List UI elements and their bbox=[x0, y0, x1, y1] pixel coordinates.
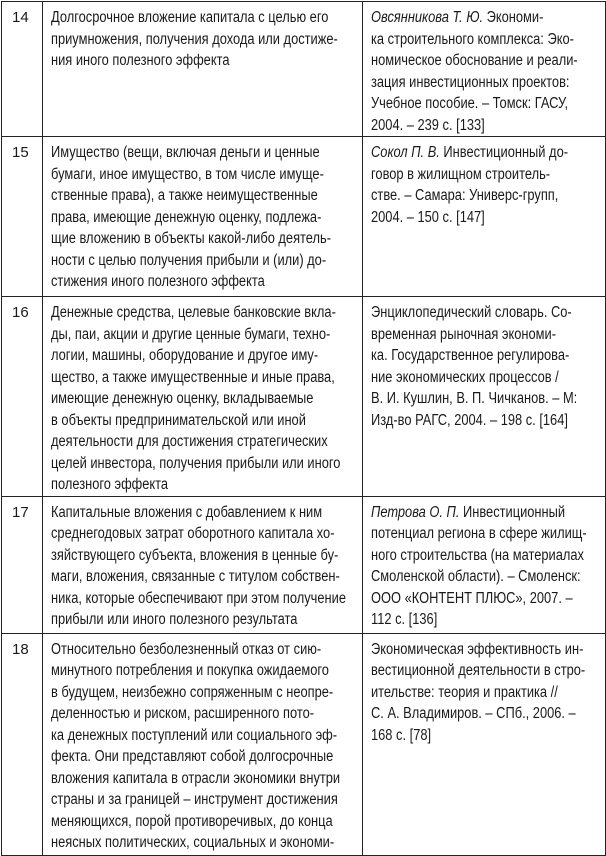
definition-line: неясных политических, социальных и экономи- bbox=[51, 834, 335, 851]
source-text: Учебное пособие. – Томск: ГАСУ, bbox=[371, 95, 569, 112]
definition-cell bbox=[43, 137, 363, 297]
source-text: 2004. – 239 с. [133] bbox=[371, 116, 485, 134]
source-line bbox=[371, 7, 565, 29]
row-number: 17 bbox=[2, 496, 43, 633]
source-line bbox=[371, 639, 584, 661]
source-cell bbox=[363, 2, 606, 137]
source-line bbox=[371, 588, 573, 610]
source-cell bbox=[363, 137, 606, 297]
source-author: Овсянникова Т. Ю. bbox=[371, 9, 484, 26]
source-cell bbox=[363, 633, 606, 855]
row-number: 18 bbox=[2, 633, 43, 855]
definition-line: Капитальные вложения с добавлением к ним bbox=[51, 503, 323, 521]
source-text: Экономи- bbox=[483, 9, 544, 26]
source-text: ительстве: теория и практика // bbox=[371, 683, 558, 701]
source-line bbox=[371, 367, 565, 389]
source-line bbox=[371, 523, 587, 545]
source-cell bbox=[363, 297, 606, 497]
source-line bbox=[371, 302, 572, 324]
source-text: ние экономических процессов / bbox=[371, 368, 559, 386]
source-text: ка. Государственное регулирова- bbox=[371, 347, 570, 364]
definition-line: целей инвестора, получения прибыли или иного bbox=[51, 454, 341, 472]
definition-line: Имущество (вещи, включая деньги и ценные bbox=[51, 144, 320, 161]
source-text: зация инвестиционных проектов: bbox=[371, 73, 570, 91]
source-line bbox=[371, 660, 586, 682]
source-text: 168 с. [78] bbox=[371, 726, 432, 744]
source-line bbox=[371, 29, 574, 51]
definition-line: вложения капитала в отрасли экономики внутри bbox=[51, 769, 341, 787]
definition-cell bbox=[43, 297, 363, 497]
source-text: 112 с. [136] bbox=[371, 611, 438, 628]
definition-cell bbox=[43, 633, 363, 855]
source-line bbox=[371, 502, 565, 524]
source-text: Инвестиционный до- bbox=[439, 144, 569, 161]
source-text: временная рыночная экономи- bbox=[371, 325, 556, 343]
source-text: Инвестиционный bbox=[459, 503, 566, 521]
definition-line: среднегодовых затрат оборотного капитала хо- bbox=[51, 525, 335, 542]
table-row bbox=[2, 2, 606, 137]
source-text: ООО «КОНТЕНТ ПЛЮС», 2007. – bbox=[371, 589, 573, 607]
source-line bbox=[371, 185, 565, 207]
definition-line: Долгосрочное вложение капитала с целью его bbox=[51, 9, 329, 26]
definition-line: ности с целью получения прибыли и (или) до- bbox=[51, 251, 327, 269]
definition-line: деятельности для достижения стратегических bbox=[51, 433, 328, 450]
row-number: 15 bbox=[2, 137, 43, 297]
definition-line: Денежные средства, целевые банковские вкла- bbox=[51, 304, 336, 321]
source-text: ного строительства (на материалах bbox=[371, 546, 584, 564]
source-text: Экономическая эффективность ин- bbox=[371, 640, 584, 658]
definition-line: прибыли или иного полезного результата bbox=[51, 611, 298, 628]
definition-line: бумаги, иное имущество, в том числе имуще- bbox=[51, 165, 324, 183]
definitions-table bbox=[1, 1, 606, 856]
definition-line: фекта. Они представляют собой долгосрочные bbox=[51, 748, 334, 765]
source-line bbox=[371, 72, 570, 94]
definition-line: деленностью и риском, расширенного пото- bbox=[51, 705, 315, 722]
definition-line: щество, а также имущественные и иные права, bbox=[51, 368, 335, 386]
row-number: 14 bbox=[2, 2, 43, 137]
source-text: говор в жилищном строитель- bbox=[371, 165, 551, 183]
source-text: потенциал региона в сфере жилищ- bbox=[371, 525, 587, 542]
table-row bbox=[2, 496, 606, 633]
definition-line: ния иного полезного эффекта bbox=[51, 52, 230, 69]
source-line bbox=[371, 93, 569, 115]
definition-line: меняющихся, порой противоречивых, до конца bbox=[51, 812, 333, 830]
source-cell bbox=[363, 496, 606, 633]
source-author: Сокол П. В. bbox=[371, 144, 440, 161]
definition-line: страны и за границей – инструмент достижения bbox=[51, 791, 338, 808]
table-row bbox=[2, 633, 606, 855]
definition-line: стижения иного полезного эффекта bbox=[51, 273, 265, 290]
definition-line: полезного эффекта bbox=[51, 476, 169, 493]
source-text: В. И. Кушлин, В. П. Чичканов. – М: bbox=[371, 390, 578, 407]
definition-line: логии, машины, оборудование и другое иму- bbox=[51, 347, 319, 364]
source-line bbox=[371, 207, 565, 229]
source-line bbox=[371, 609, 565, 631]
definition-line: приумножения, получения дохода или достиже- bbox=[51, 30, 338, 48]
source-author: Петрова О. П. bbox=[371, 503, 460, 521]
source-text: Энциклопедический словарь. Со- bbox=[371, 304, 572, 321]
source-text: Изд-во РАГС, 2004. – 198 с. [164] bbox=[371, 411, 568, 429]
definition-line: Относительно безболезненный отказ от сию- bbox=[51, 640, 322, 658]
source-line bbox=[371, 545, 584, 567]
source-line bbox=[371, 682, 565, 704]
table-row bbox=[2, 137, 606, 297]
definition-line: маги, вложения, связанные с титулом собствен- bbox=[51, 568, 340, 585]
source-text: стве. – Самара: Универс-групп, bbox=[371, 187, 559, 204]
source-text: 2004. – 150 с. [147] bbox=[371, 208, 485, 226]
table-row bbox=[2, 297, 606, 497]
row-number: 16 bbox=[2, 297, 43, 497]
source-line bbox=[371, 388, 578, 410]
definition-cell bbox=[43, 496, 363, 633]
source-text: Смоленской области). – Смоленск: bbox=[371, 568, 581, 585]
definition-line: ка денежных поступлений или социального эф- bbox=[51, 726, 338, 744]
source-line bbox=[371, 164, 565, 186]
source-line bbox=[371, 410, 568, 432]
definition-line: минутного потребления и покупка ожидаемого bbox=[51, 662, 329, 679]
source-line bbox=[371, 115, 565, 137]
source-text: номическое обоснование и реали- bbox=[371, 52, 578, 69]
source-line bbox=[371, 725, 565, 747]
source-line bbox=[371, 324, 565, 346]
definition-line: щие вложению в объекты какой-либо деятель- bbox=[51, 230, 332, 247]
source-text: С. А. Владимиров. – СПб., 2006. – bbox=[371, 705, 576, 722]
definition-line: в будущем, неизбежно сопряженным с неопре- bbox=[51, 683, 334, 701]
definition-line: зяйствующего субъекта, вложения в ценные бу- bbox=[51, 546, 339, 564]
definition-line: права, имеющие денежную оценку, подлежа- bbox=[51, 208, 322, 226]
source-line bbox=[371, 566, 581, 588]
definition-line: ды, паи, акции и другие ценные бумаги, техно- bbox=[51, 325, 331, 343]
source-text: ка строительного комплекса: Эко- bbox=[371, 30, 574, 48]
source-line bbox=[371, 142, 569, 164]
definition-line: ника, которые обеспечивают при этом получение bbox=[51, 589, 346, 607]
source-text: вестиционной деятельности в стро- bbox=[371, 662, 586, 679]
definition-line: имеющие денежную оценку, вкладываемые bbox=[51, 390, 314, 407]
source-line bbox=[371, 703, 576, 725]
source-line bbox=[371, 50, 578, 72]
definition-cell bbox=[43, 2, 363, 137]
definition-line: в объекты предпринимательской или иной bbox=[51, 411, 306, 429]
definition-line: ственные права), а также неимущественные bbox=[51, 187, 318, 204]
source-line bbox=[371, 345, 570, 367]
